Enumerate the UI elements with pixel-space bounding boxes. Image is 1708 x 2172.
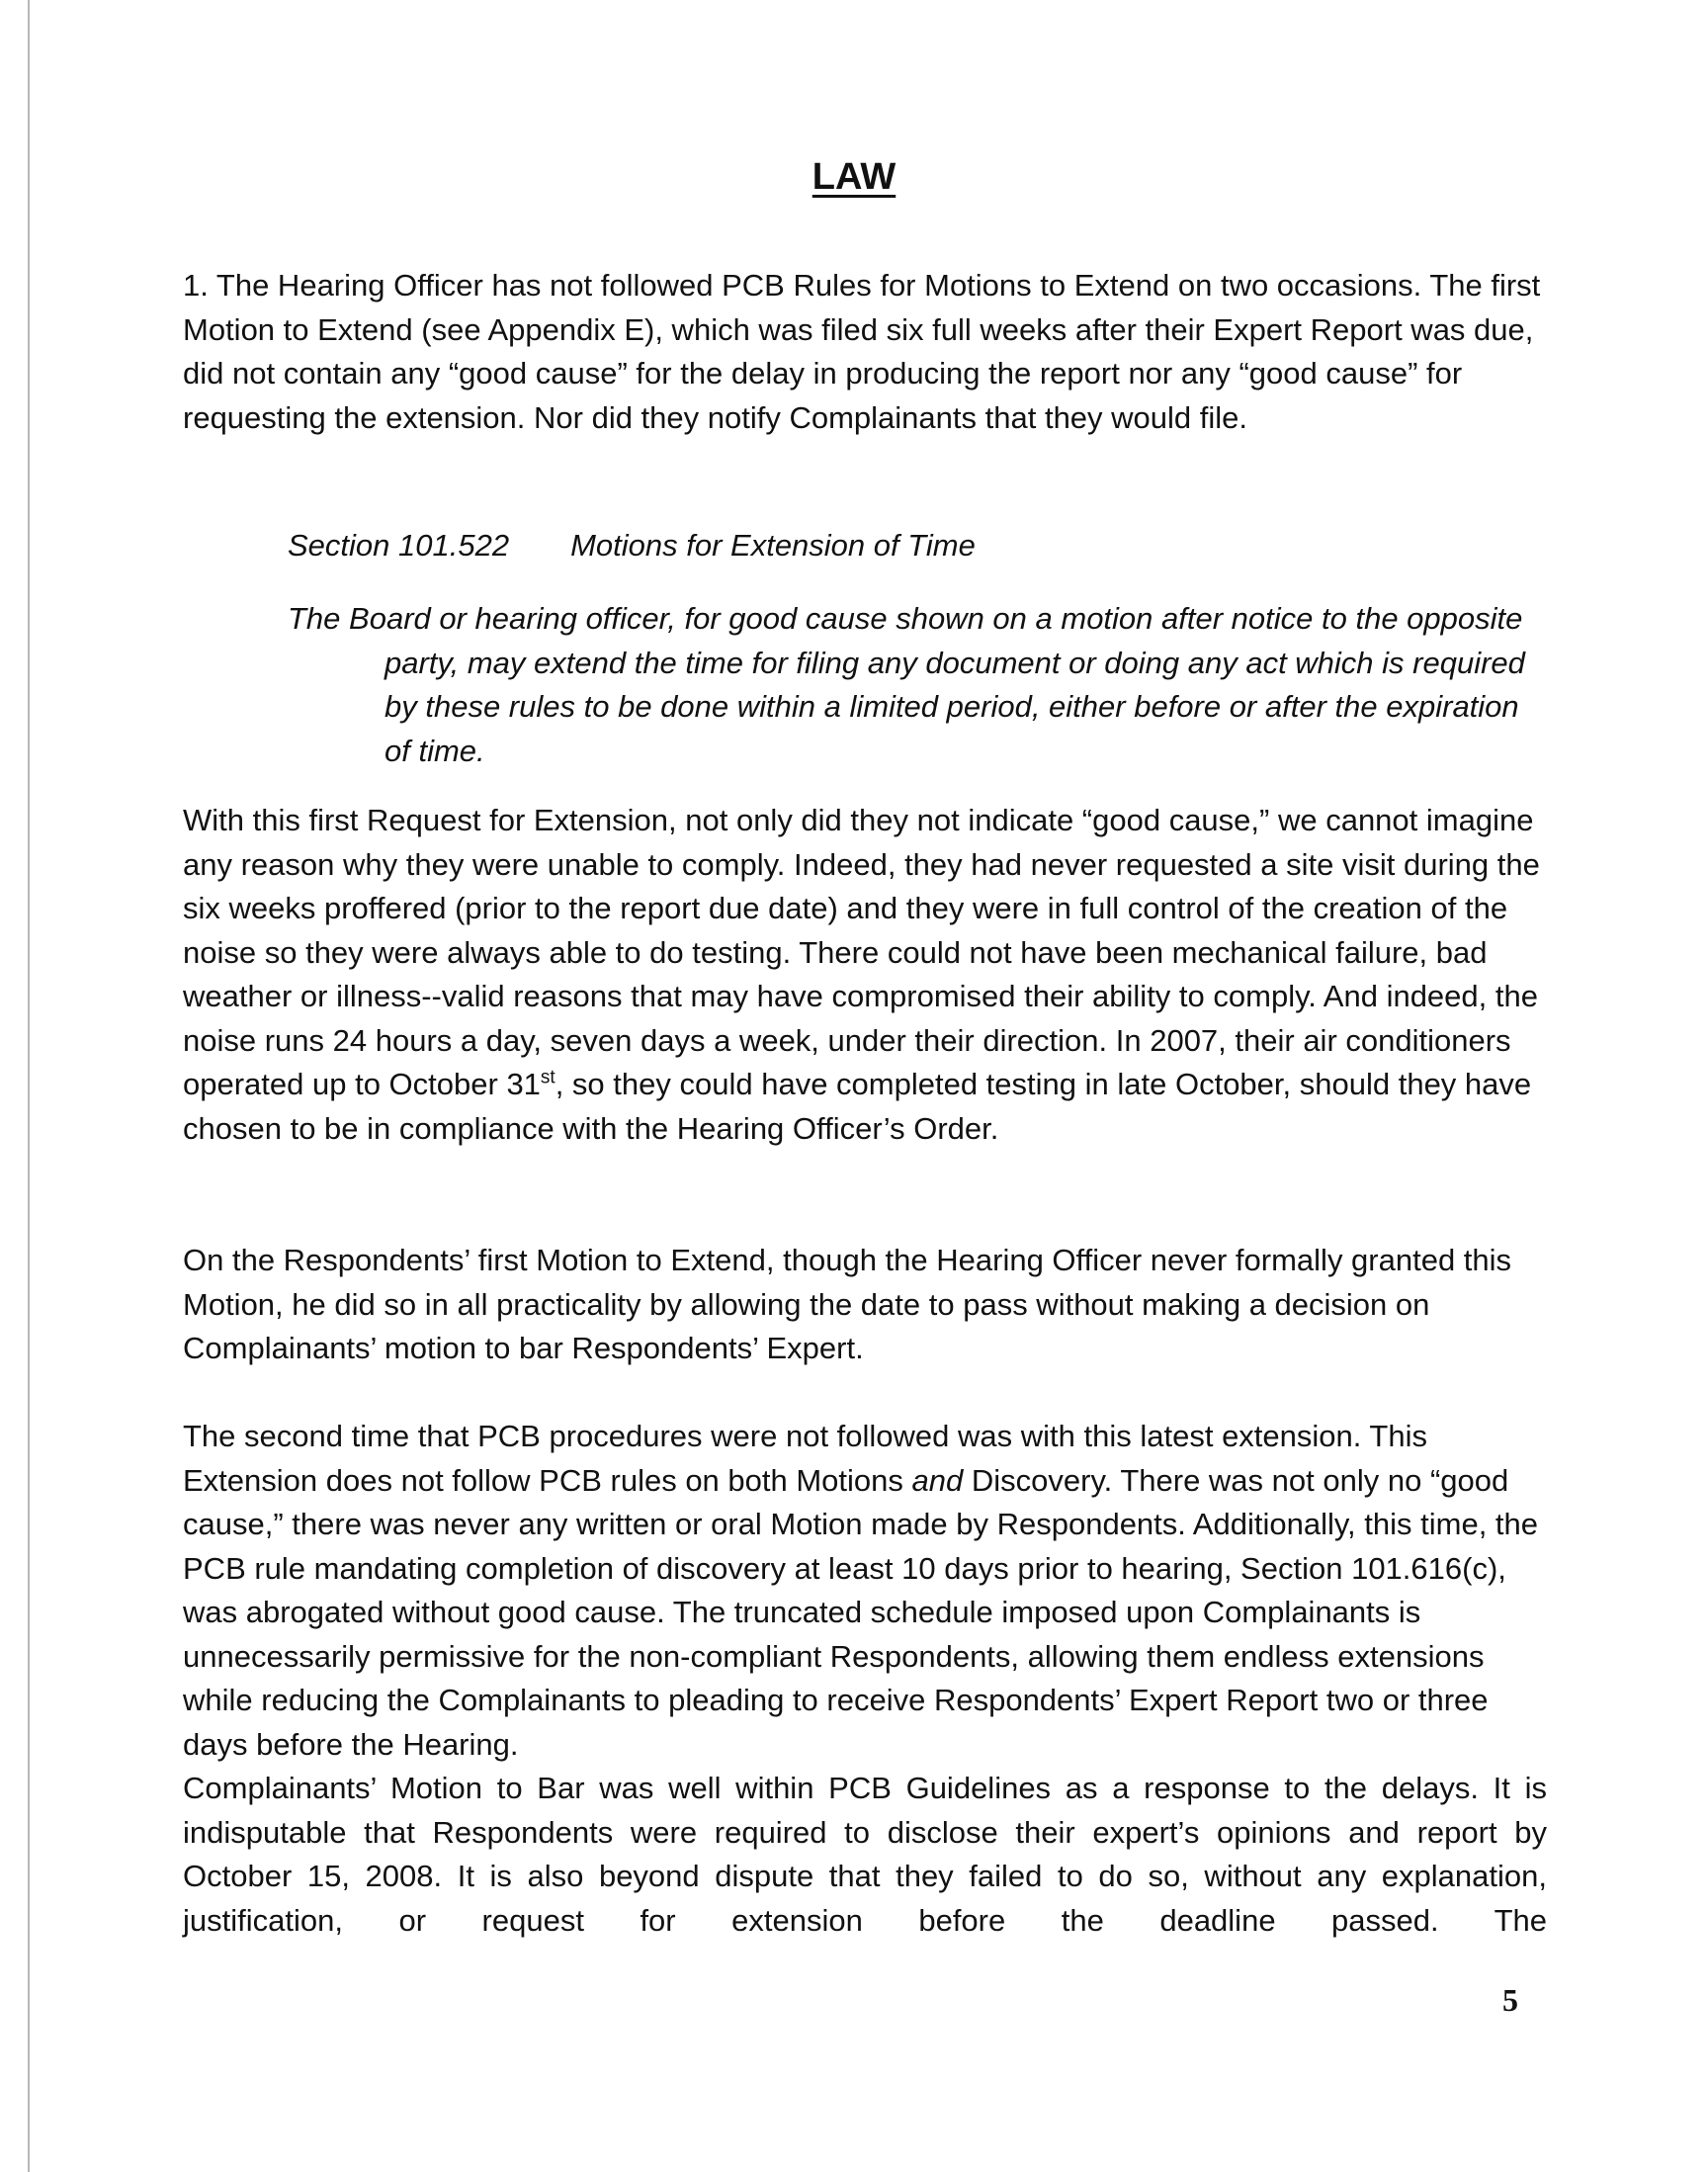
paragraph-3: On the Respondents’ first Motion to Extend, though the Hearing Officer never formally granted this Motion, he did so in all practicality by allowing the date to pass without making a decision on Complainants’ motion to bar Respondents’ Expert. xyxy=(183,1243,1512,1365)
paragraph-2-superscript: st xyxy=(540,1067,555,1088)
paragraph-2-text-b: , so they could have completed testing in late October, should they have chosen to be in compliance with the Hearing Officer’s Order. xyxy=(183,1067,1532,1146)
paragraph-4-text-a: The second time that PCB procedures were not followed was with this latest extension. This Extension does not follow PCB rules on both Motions xyxy=(183,1419,1427,1498)
paragraph-4-emphasis: and xyxy=(911,1462,964,1498)
scan-edge-line xyxy=(28,0,30,2172)
page-title: LAW xyxy=(811,156,897,198)
rule-quote: The Board or hearing officer, for good cause shown on a motion after notice to the opposite party, may extend the time for filing any document or doing any act which is required by these rules to be done within a limited period, either before or after the expiration of time. xyxy=(288,601,1525,768)
section-number: Section 101.522 xyxy=(288,528,510,563)
page-number: 5 xyxy=(1502,1982,1518,2018)
paragraph-5: Complainants’ Motion to Bar was well within PCB Guidelines as a response to the delays. It is indisputable that Respondents were required to disclose their expert’s opinions and report by October 15, 2008. It is also beyond dispute that they failed to do so, without any explanation, justification, or request for extension before the deadline passed. The xyxy=(183,1771,1547,1938)
section-title: Motions for Extension of Time xyxy=(570,528,976,563)
paragraph-1: 1. The Hearing Officer has not followed PCB Rules for Motions to Extend on two occasions. The first Motion to Extend (see Appendix E), which was filed six full weeks after their Expert Report was due, did not contain any “good cause” for the delay in producing the report nor any “good cause” for requesting the extension. Nor did they notify Complainants that they would file. xyxy=(183,268,1541,435)
paragraph-2 xyxy=(183,799,1547,1151)
section-heading xyxy=(288,524,976,567)
paragraph-4 xyxy=(183,1415,1547,1767)
paragraph-4-text-b: Discovery. There was not only no “good cause,” there was never any written or oral Motion made by Respondents. Additionally, this time, the PCB rule mandating completion of discovery at least 10 days prior to hearing, Section 101.616(c), was abrogated without good cause. The truncated schedule imposed upon Complainants is unnecessarily permissive for the non-compliant Respondents, allowing them endless extensions while reducing the Complainants to pleading to receive Respondents’ Expert Report two or three days before the Hearing. xyxy=(183,1462,1539,1762)
paragraph-2-text-a: With this first Request for Extension, not only did they not indicate “good cause,” we cannot imagine any reason why they were unable to comply. Indeed, they had never requested a site visit during the six weeks proffered (prior to the report due date) and they were in full control of the creation of the noise so they were always able to do testing. There could not have been mechanical failure, bad weather or illness--valid reasons that may have compromised their ability to comply. And indeed, the noise runs 24 hours a day, seven days a week, under their direction. In 2007, their air conditioners operated up to October 31 xyxy=(183,803,1540,1101)
